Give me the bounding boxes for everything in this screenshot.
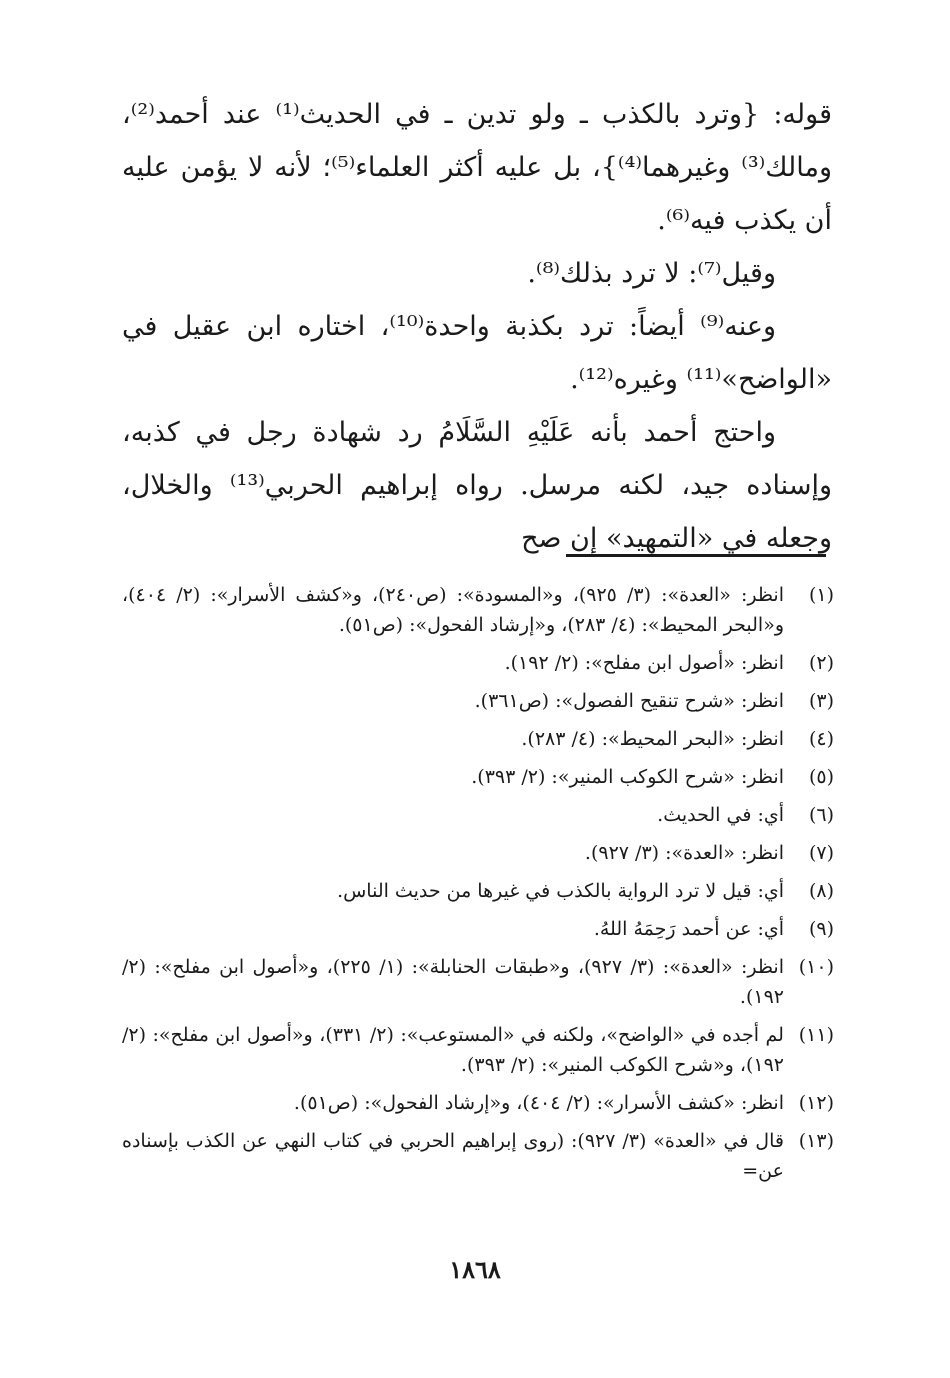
footnote — [122, 838, 834, 868]
footnote — [122, 580, 834, 640]
footnote-text: انظر: «العدة»: (٣/ ٩٢٥)، و«المسودة»: (ص٢٤٠)، و«كشف الأسرار»: (٢/ ٤٠٤)، و«البحر المحيط»: (٤/ ٢٨٣)، و«إرشاد الفحول»: (ص٥١). — [122, 584, 784, 636]
footnote — [122, 724, 834, 754]
paragraph-3: وعنه⁽⁹⁾ أيضاً: ترد بكذبة واحدة⁽¹⁰⁾، اختاره ابن عقيل في «الواضح»⁽¹¹⁾ وغيره⁽¹²⁾. — [122, 311, 832, 395]
paragraph-2: وقيل⁽⁷⁾: لا ترد بذلك⁽⁸⁾. — [527, 258, 776, 289]
footnote-text: انظر: «كشف الأسرار»: (٢/ ٤٠٤)، و«إرشاد الفحول»: (ص٥١). — [293, 1092, 784, 1114]
footnote-text: قال في «العدة» (٣/ ٩٢٧): (روى إبراهيم الحربي في كتاب النهي عن الكذب بإسناده عن= — [122, 1130, 784, 1182]
footnote — [122, 762, 834, 792]
footnote-text: انظر: «شرح تنقيح الفصول»: (ص٣٦١). — [474, 690, 784, 712]
footnote — [122, 686, 834, 716]
page-number: ١٨٦٨ — [449, 1255, 501, 1284]
footnote-number: (١٢) — [798, 1092, 834, 1114]
footnote-number: (٥) — [808, 766, 834, 788]
footnote-text: لم أجده في «الواضح»، ولكنه في «المستوعب»: (٢/ ٣٣١)، و«أصول ابن مفلح»: (٢/ ١٩٢)، و«شرح الكوكب المنير»: (٢/ ٣٩٣). — [122, 1024, 784, 1076]
footnote-text: أي: قيل لا ترد الرواية بالكذب في غيرها من حديث الناس. — [337, 880, 784, 902]
footnote-number: (٢) — [808, 652, 834, 674]
footnote-text: انظر: «العدة»: (٣/ ٩٢٧). — [584, 842, 784, 864]
footnote — [122, 876, 834, 906]
footnote-text: انظر: «أصول ابن مفلح»: (٢/ ١٩٢). — [504, 652, 784, 674]
footnote — [122, 1126, 834, 1186]
footnote-text: أي: عن أحمد رَحِمَهُ اللهُ. — [593, 918, 784, 940]
footnote-number: (٦) — [808, 804, 834, 826]
footnote-number: (٩) — [808, 918, 834, 940]
footnote — [122, 1020, 834, 1080]
footnote-number: (١) — [808, 584, 834, 606]
footnote-number: (١٠) — [798, 956, 834, 978]
footnote-text: انظر: «البحر المحيط»: (٤/ ٢٨٣). — [521, 728, 784, 750]
main-text-block — [122, 88, 832, 565]
footnote-number: (١١) — [798, 1024, 834, 1046]
footnote-number: (٧) — [808, 842, 834, 864]
footnote-number: (١٣) — [798, 1130, 834, 1152]
footnote — [122, 952, 834, 1012]
footnote-number: (٣) — [808, 690, 834, 712]
paragraph-4: واحتج أحمد بأنه عَلَيْهِ السَّلَامُ رد شهادة رجل في كذبه، وإسناده جيد، لكنه مرسل. رواه إبراهيم الحربي⁽¹³⁾ والخلال، وجعله في «التمهيد» إن صح — [122, 417, 832, 554]
footnote-number: (٤) — [808, 728, 834, 750]
footnote-text: أي: في الحديث. — [657, 804, 784, 826]
footnote — [122, 1088, 834, 1118]
paragraph-1: قوله: {وترد بالكذب ـ ولو تدين ـ في الحديث⁽¹⁾ عند أحمد⁽²⁾، ومالك⁽³⁾ وغيرهما⁽⁴⁾}، بل عليه أكثر العلماء⁽⁵⁾؛ لأنه لا يؤمن عليه أن يكذب فيه⁽⁶⁾. — [122, 99, 832, 236]
footnote-number: (٨) — [808, 880, 834, 902]
footnote — [122, 800, 834, 830]
footnote — [122, 648, 834, 678]
footnotes-section — [122, 580, 834, 1194]
footnote — [122, 914, 834, 944]
footnote-text: انظر: «شرح الكوكب المنير»: (٢/ ٣٩٣). — [471, 766, 784, 788]
footnote-divider — [566, 554, 826, 557]
footnote-text: انظر: «العدة»: (٣/ ٩٢٧)، و«طبقات الحنابلة»: (١/ ٢٢٥)، و«أصول ابن مفلح»: (٢/ ١٩٢). — [122, 956, 784, 1008]
